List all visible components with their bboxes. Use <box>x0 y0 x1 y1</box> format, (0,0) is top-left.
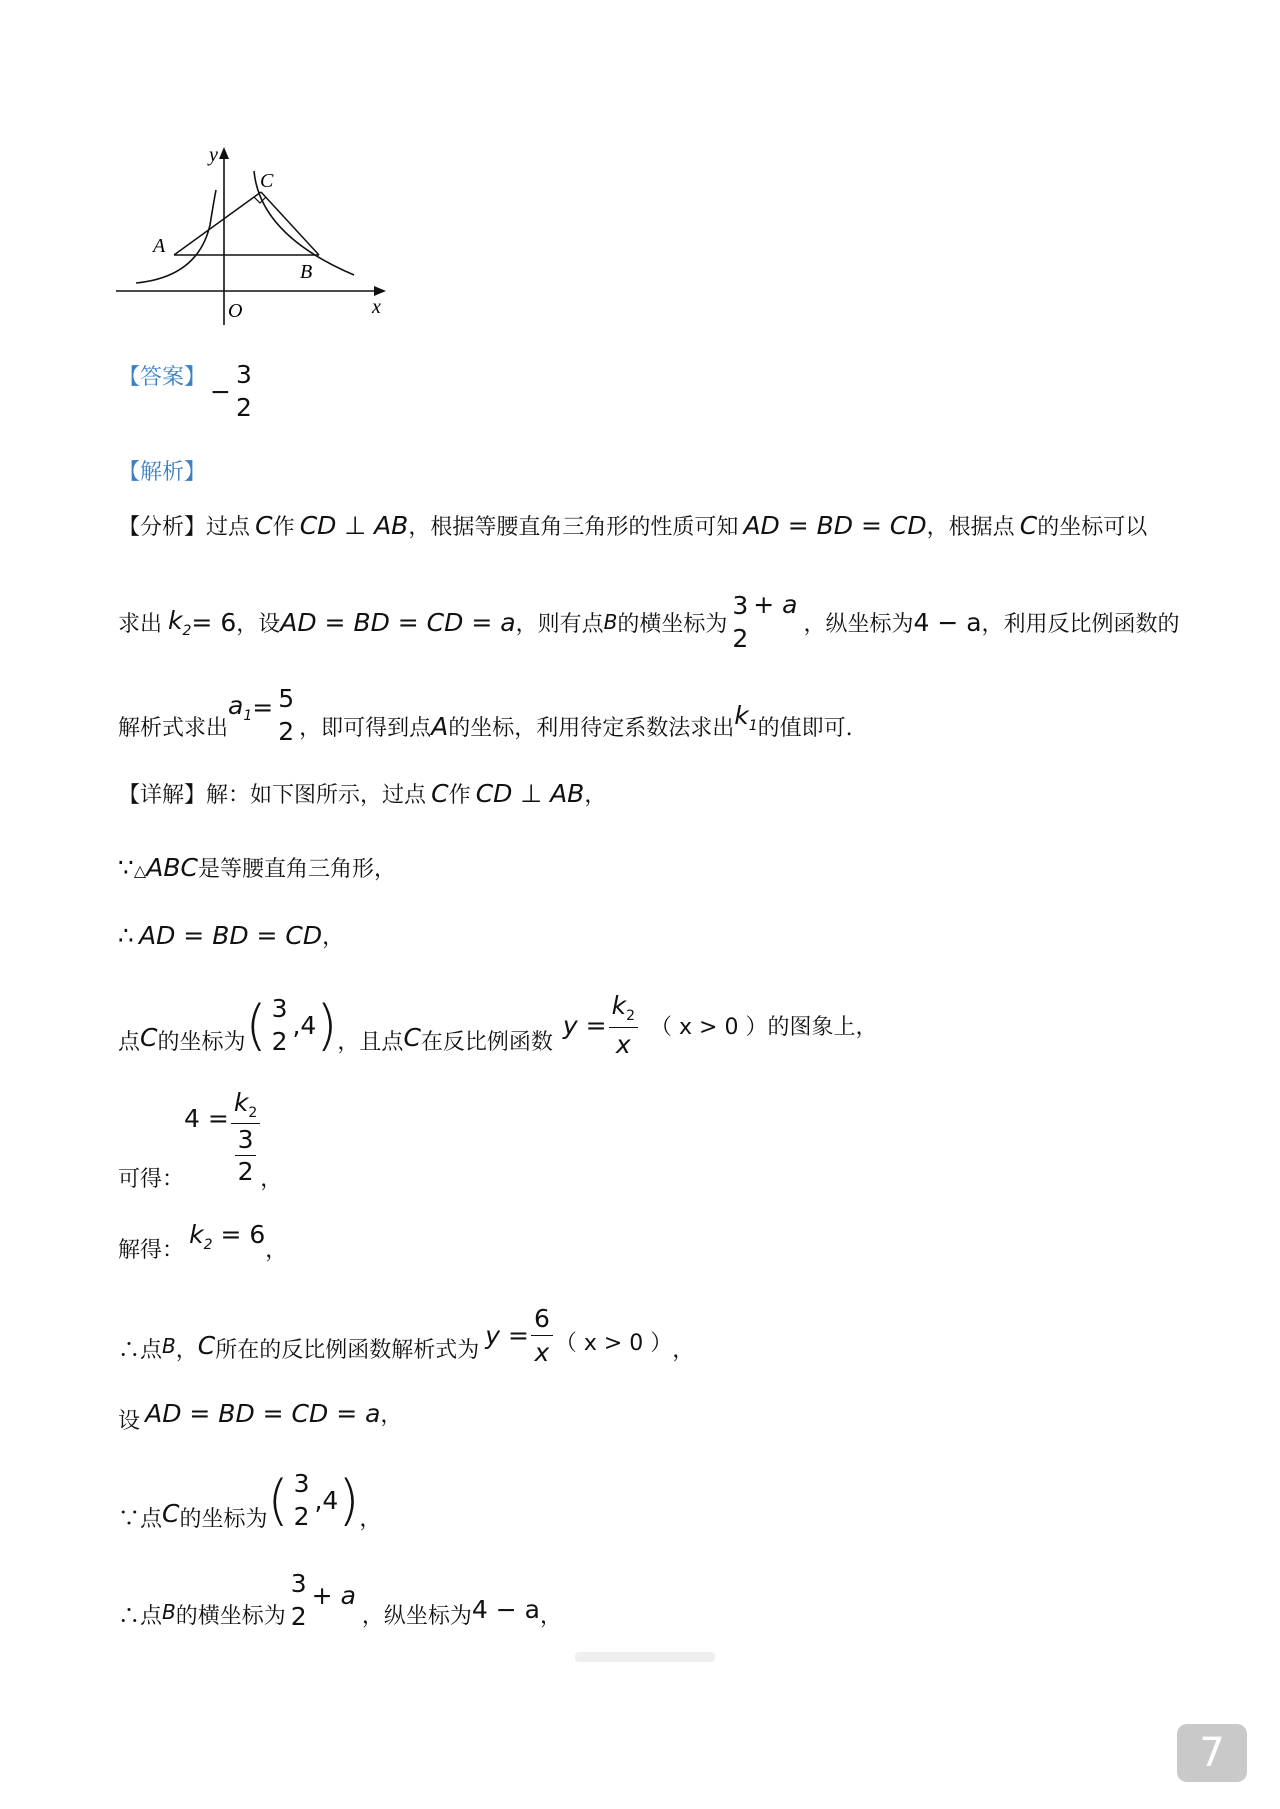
detail-line-5 <box>118 1090 282 1200</box>
t: 设 <box>118 1409 141 1434</box>
point-c: C <box>140 1022 158 1052</box>
t: 的坐标为 <box>179 1506 268 1532</box>
t: 点 <box>118 1029 141 1055</box>
t: ，根据点 <box>926 515 1015 540</box>
paren-left: ( <box>267 1468 289 1532</box>
t: = <box>252 692 274 722</box>
t: 解得： <box>118 1238 185 1263</box>
condition-x-positive: （ x > 0 ） <box>554 1330 673 1356</box>
t: ，纵坐标为 <box>361 1603 472 1629</box>
point-b: B <box>603 610 618 634</box>
point-c: C <box>197 1330 216 1360</box>
fraction-3-2: 3 2 <box>290 1569 307 1631</box>
point-c: C <box>255 511 273 540</box>
math-abc: ABC <box>146 853 198 882</box>
segment-bc <box>261 192 319 255</box>
label-y: y <box>209 145 218 166</box>
t: ， <box>584 783 607 808</box>
point-c: C <box>162 1498 180 1528</box>
point-b: B <box>162 1600 176 1624</box>
t: ， <box>539 1603 562 1629</box>
x-axis-arrow <box>374 286 386 296</box>
t: ，且点 <box>337 1029 404 1055</box>
t: 过点 <box>206 515 251 540</box>
t: 作 <box>448 783 471 808</box>
paren-left: ( <box>245 993 267 1057</box>
detail-label: 【详解】 <box>118 783 207 808</box>
t: ， <box>265 1238 288 1263</box>
math-y-eq: y = <box>562 1010 607 1040</box>
compound-fraction: $k_2$ 3 2 <box>231 1090 260 1184</box>
detail-line-9 <box>118 1455 381 1545</box>
because-symbol: ∵ <box>118 853 134 882</box>
answer-den: 2 <box>235 393 252 422</box>
t: + a <box>753 589 798 619</box>
t: 在反比例函数 <box>420 1029 553 1055</box>
math-a1: $a_1$ <box>228 690 253 724</box>
t: ∴点 <box>118 1603 163 1629</box>
t: ，纵坐标为 <box>803 611 914 637</box>
t: ，即可得到点 <box>299 715 432 741</box>
fraction-5-2: 5 2 <box>278 684 295 746</box>
paren-right: ) <box>338 1468 360 1532</box>
label-c: C <box>260 170 274 192</box>
fenxi-line-2 <box>118 582 1180 662</box>
detail-line-2 <box>118 852 396 883</box>
fenxi-label: 【分析】 <box>118 515 207 540</box>
t: 解析式求出 <box>118 715 229 741</box>
math-eq-a: AD = BD = CD = a <box>145 1399 381 1428</box>
answer-value <box>210 356 257 426</box>
coordinate-figure <box>110 145 410 325</box>
label-o: O <box>228 300 243 322</box>
fraction-3-2: 3 2 <box>732 591 749 653</box>
math-k2: $k_2$ <box>168 605 192 639</box>
point-c: C <box>431 779 449 808</box>
point-c: C <box>1019 511 1038 540</box>
fraction-k2-over-x: $\frac{k_2}{x}$ <box>609 993 638 1057</box>
t: ， <box>260 1167 283 1192</box>
t: 所在的反比例函数解析式为 <box>215 1337 480 1363</box>
t: 解：如下图所示，过点 <box>206 783 427 808</box>
t: = 6 <box>191 607 237 637</box>
answer-minus: − <box>210 376 231 406</box>
t: ∴点 <box>118 1337 163 1363</box>
t: ， <box>380 1403 403 1428</box>
t: ， <box>359 1506 382 1532</box>
t: 可得： <box>118 1167 185 1192</box>
math-k1: $k_1$ <box>734 700 758 734</box>
detail-line-3 <box>118 920 344 951</box>
detail-line-1 <box>118 778 606 809</box>
math-cd-perp-ab: CD ⊥ AB <box>475 779 585 808</box>
left-hyperbola <box>136 190 216 283</box>
label-x: x <box>372 296 381 318</box>
t: ,4 <box>314 1485 339 1515</box>
t: ， <box>672 1337 695 1363</box>
detail-line-6 <box>118 1220 287 1264</box>
t: ， <box>322 925 345 950</box>
fraction-6-over-x: $\frac{6}{x}$ <box>531 1306 553 1365</box>
math-4-minus-a: 4 − a <box>471 1594 540 1624</box>
paren-right: ) <box>316 993 338 1057</box>
t: 作 <box>272 515 295 540</box>
label-b: B <box>300 261 313 283</box>
triangle-symbol: △ <box>133 861 147 880</box>
answer-num: 3 <box>235 360 252 389</box>
detail-line-4 <box>118 980 877 1070</box>
t: ∵点 <box>118 1506 163 1532</box>
page-number-badge <box>1177 1724 1247 1782</box>
point-a: A <box>431 711 449 741</box>
t: 的值即可. <box>757 715 853 741</box>
math-eq-a: AD = BD = CD = a <box>280 607 516 637</box>
point-b: B <box>162 1334 176 1358</box>
t: ，设 <box>236 611 281 637</box>
detail-line-8 <box>118 1398 402 1435</box>
t: 是等腰直角三角形， <box>197 857 396 882</box>
t: ，利用反比例函数的 <box>981 611 1180 637</box>
answer-row <box>118 360 206 391</box>
t: 的横坐标为 <box>617 611 728 637</box>
t: = 6 <box>212 1220 266 1249</box>
t: ，根据等腰直角三角形的性质可知 <box>408 515 739 540</box>
fraction-3-2: 3 2 <box>293 1469 310 1531</box>
label-a: A <box>153 235 166 257</box>
math-ad-bd-cd: AD = BD = CD <box>743 511 927 540</box>
answer-fraction <box>233 362 255 420</box>
t: + a <box>311 1580 356 1610</box>
math-4-minus-a: 4 − a <box>913 607 982 637</box>
math-4-eq: 4 = <box>184 1104 229 1133</box>
t: 求出 <box>118 611 163 637</box>
answer-label: 【答案】 <box>118 365 207 390</box>
y-axis-arrow <box>219 147 229 159</box>
fenxi-line-3 <box>118 680 853 750</box>
segment-ac <box>174 192 261 255</box>
math-k2: $k_2$ <box>189 1220 213 1253</box>
analysis-label: 【解析】 <box>118 460 207 485</box>
t: 的坐标为 <box>157 1029 246 1055</box>
t: 的图象上， <box>767 1014 878 1040</box>
t: ,4 <box>292 1010 317 1040</box>
condition-x-positive: （ x > 0 ） <box>650 1014 768 1040</box>
math-cd-perp-ab: CD ⊥ AB <box>299 511 409 540</box>
fraction-3-2: 3 2 <box>271 994 288 1056</box>
point-c: C <box>403 1022 421 1052</box>
fenxi-line-1 <box>118 510 1147 541</box>
scan-smudge <box>575 1652 715 1662</box>
detail-line-10 <box>118 1560 562 1640</box>
page-number: 7 <box>1199 1730 1225 1776</box>
math-y-eq: y = <box>485 1320 529 1350</box>
t: 的坐标可以 <box>1037 515 1148 540</box>
detail-line-7 <box>118 1290 694 1380</box>
t: 的坐标，利用待定系数法求出 <box>448 715 735 741</box>
t: ，则有点 <box>515 611 604 637</box>
therefore-symbol: ∴ <box>118 921 134 950</box>
math-ad-bd-cd: AD = BD = CD <box>139 921 323 950</box>
t: 的横坐标为 <box>175 1603 286 1629</box>
t: ， <box>175 1337 198 1363</box>
